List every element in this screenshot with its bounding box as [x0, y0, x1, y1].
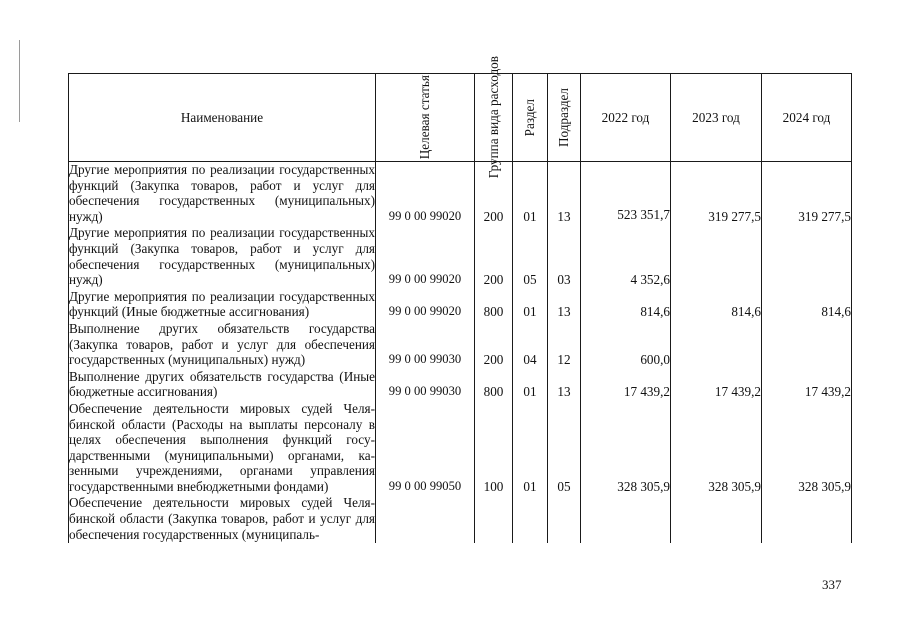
row-section: 04: [513, 321, 548, 369]
row-2023: [671, 289, 762, 321]
row-name: Обеспечение деятельности мировых судей Челябинской области (Закупка товаров, работ и услуг для обеспечения государственных (муниципаль-: [69, 495, 375, 542]
table-row: [69, 289, 852, 321]
row-2024: [762, 495, 852, 543]
table-row: [69, 495, 852, 543]
row-name: Выполнение других обязательств государства (Закупка товаров, работ и услуг для обеспечения государственных (муниципальных) нужд): [69, 320, 375, 368]
row-2024: [762, 321, 852, 369]
row-section: 01: [513, 369, 548, 401]
header-subsection: [548, 74, 581, 162]
table-row: [69, 225, 852, 288]
header-target: [376, 74, 475, 162]
row-group: 800: [475, 289, 513, 321]
row-2024-value: 17 439,2: [804, 384, 851, 400]
row-section: 05: [513, 225, 548, 288]
table-row: [69, 321, 852, 369]
row-2024-value: 328 305,9: [798, 478, 851, 494]
header-name: Наименование: [69, 74, 376, 162]
row-code: 99 0 00 99030: [376, 321, 475, 369]
row-2022: [581, 401, 671, 496]
row-2023-value: 17 439,2: [714, 384, 761, 400]
row-2022: [581, 225, 671, 288]
row-subsection: 03: [548, 225, 581, 288]
row-2022: [581, 321, 671, 369]
row-2024: [762, 401, 852, 496]
row-subsection: 13: [548, 289, 581, 321]
row-group: 800: [475, 369, 513, 401]
row-group: 200: [475, 162, 513, 226]
row-2024-value: 814,6: [821, 304, 851, 320]
row-name: Другие мероприятия по реализации государственных функций (Закупка товаров, работ и услуг для обеспечения государственных (муниципальных) нужд): [69, 162, 375, 224]
row-name: Выполнение других обязательств государства (Иные бюджетные ассигнования): [69, 368, 375, 400]
header-group: [475, 56, 513, 179]
row-2023-value: 328 305,9: [708, 478, 761, 494]
row-2024: [762, 162, 852, 226]
row-code: 99 0 00 99020: [376, 162, 475, 226]
row-2023: [671, 321, 762, 369]
row-group: 200: [475, 321, 513, 369]
header-section-label: Раздел: [522, 98, 537, 137]
budget-table: [68, 56, 852, 543]
scan-edge-line: [19, 40, 20, 122]
row-name: Обеспечение деятельности мировых судей Челябинской области (Расходы на выплаты персоналу в целях обеспечения выполнения функций государственными (муниципальными) органами, казенными учреждениями, органами управления государственными внебюджетными фондами): [69, 400, 375, 494]
table-row: [69, 369, 852, 401]
row-2022: [581, 289, 671, 321]
row-group: [475, 495, 513, 543]
header-group-label: Группа вида расходов: [485, 56, 501, 179]
row-group: 200: [475, 225, 513, 288]
table-row: [69, 401, 852, 496]
table-header-row: [69, 74, 852, 162]
row-2022: [581, 162, 671, 226]
row-2024: [762, 289, 852, 321]
row-section: [513, 495, 548, 543]
row-2023: [671, 162, 762, 226]
row-2024: [762, 225, 852, 288]
row-code: [376, 495, 475, 543]
header-target-label: Целевая статья: [417, 75, 432, 160]
row-section: 01: [513, 289, 548, 321]
row-section: 01: [513, 401, 548, 496]
row-2022-value: 4 352,6: [630, 272, 670, 288]
row-2022-value: 600,0: [640, 352, 670, 368]
row-name: Другие мероприятия по реализации государственных функций (Иные бюджетные ассигнования): [69, 288, 375, 320]
row-2023: [671, 225, 762, 288]
row-2024-value: 319 277,5: [798, 208, 851, 224]
header-section: [513, 74, 548, 162]
row-2023-value: 319 277,5: [708, 208, 761, 224]
row-subsection: 13: [548, 369, 581, 401]
header-2023: 2023 год: [671, 74, 762, 162]
row-2023: [671, 401, 762, 496]
row-2022-value: 17 439,2: [623, 384, 670, 400]
row-2022: [581, 369, 671, 401]
row-name: Другие мероприятия по реализации государственных функций (Закупка товаров, работ и услуг для обеспечения государственных (муниципальных) нужд): [69, 225, 375, 288]
row-2023: [671, 369, 762, 401]
row-2022-value: 328 305,9: [617, 478, 670, 494]
header-2022: 2022 год: [581, 74, 671, 162]
row-subsection: [548, 495, 581, 543]
row-2024: [762, 369, 852, 401]
row-section: 01: [513, 162, 548, 226]
page-number: 337: [822, 577, 842, 592]
row-code: 99 0 00 99030: [376, 369, 475, 401]
row-subsection: 13: [548, 162, 581, 226]
row-2022-value: 814,6: [640, 304, 670, 320]
header-2024: 2024 год: [762, 74, 852, 162]
table-row: [69, 162, 852, 226]
row-2022-value: 523 351,7: [617, 206, 670, 222]
row-2023: [671, 495, 762, 543]
row-code: 99 0 00 99050: [376, 401, 475, 496]
row-2023-value: 814,6: [731, 304, 761, 320]
row-code: 99 0 00 99020: [376, 225, 475, 288]
row-2022: [581, 495, 671, 543]
row-code: 99 0 00 99020: [376, 289, 475, 321]
row-subsection: 12: [548, 321, 581, 369]
header-subsection-label: Подраздел: [556, 87, 571, 147]
row-group: 100: [475, 401, 513, 496]
row-subsection: 05: [548, 401, 581, 496]
